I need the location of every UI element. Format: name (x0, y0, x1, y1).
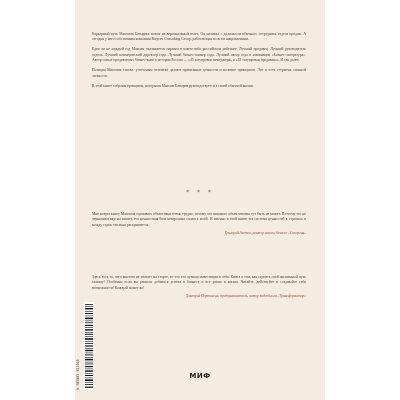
isbn-number: 9 785001 951995 (76, 359, 80, 390)
intro-paragraph: В этой книге собраны принципы, которыми Максим Батырев руководствуется в своей обычной жизни. (92, 83, 254, 88)
quote-author: Григорий Аветов, ректор школы бизнеса «Синергия» (224, 231, 306, 236)
quote-block (92, 212, 306, 236)
section-separator: * * * (186, 189, 214, 196)
intro-paragraph: Едва ли не каждый год Максим оказывается первым в каком-либо российском рейтинге. Лучший продавец. Лучший руководитель отдела. Лучший коммерческий директор года. Лучший бизнес-спикер года. Лучший автор года в номинации «Бизнес-литература». Автор самых продаваемых бизнес-книг в истории России — «45 татуировок менеджера» и «45 татуировок продавана». И так далее. (92, 47, 306, 63)
quote-author: Дмитрий Портнягин, предприниматель, автор видеоблога «Трансформатор» (185, 294, 306, 299)
book-back-cover (75, 0, 325, 400)
quote-text: Мне новую книгу Максима оценивать объективно очень трудно, потому что никакого объективизма тут быть не может. Поэтому это не черновики вкусно пишет, его ценностная база невероятно схожа с моей. И именно в этой книге эта система ценностей в строчках и между строк так ясно раскрывается. (92, 212, 306, 227)
intro-paragraph: Карьерный путь Максима Батырева похож на вертикальный взлет. Он начинал с должности обычного сотрудника отдела продаж. А сегодня у него собственная компания Batyrev Consulting Group, работающая по всем направлениям. (92, 32, 306, 42)
intro-section (92, 32, 306, 94)
quote-text: Здесь есть то, чего многим не хватает на старте, то что это лучшая инвестиция в себя. Книга о том, как строить свой жизненный путь самому! Особенно если вы решили добиться успеха в бизнесе и все равно в жизни. Читайте, действуйте и создавайте себя возможности! Каждый может во! (92, 275, 306, 290)
intro-paragraph: Позиция Максима такова: успешным человека делают правильные ценности и наличие принципов. Это и есть стержень сильной личности. (92, 68, 306, 78)
quote-block (92, 275, 306, 299)
publisher-logo: МИФ (189, 372, 211, 380)
